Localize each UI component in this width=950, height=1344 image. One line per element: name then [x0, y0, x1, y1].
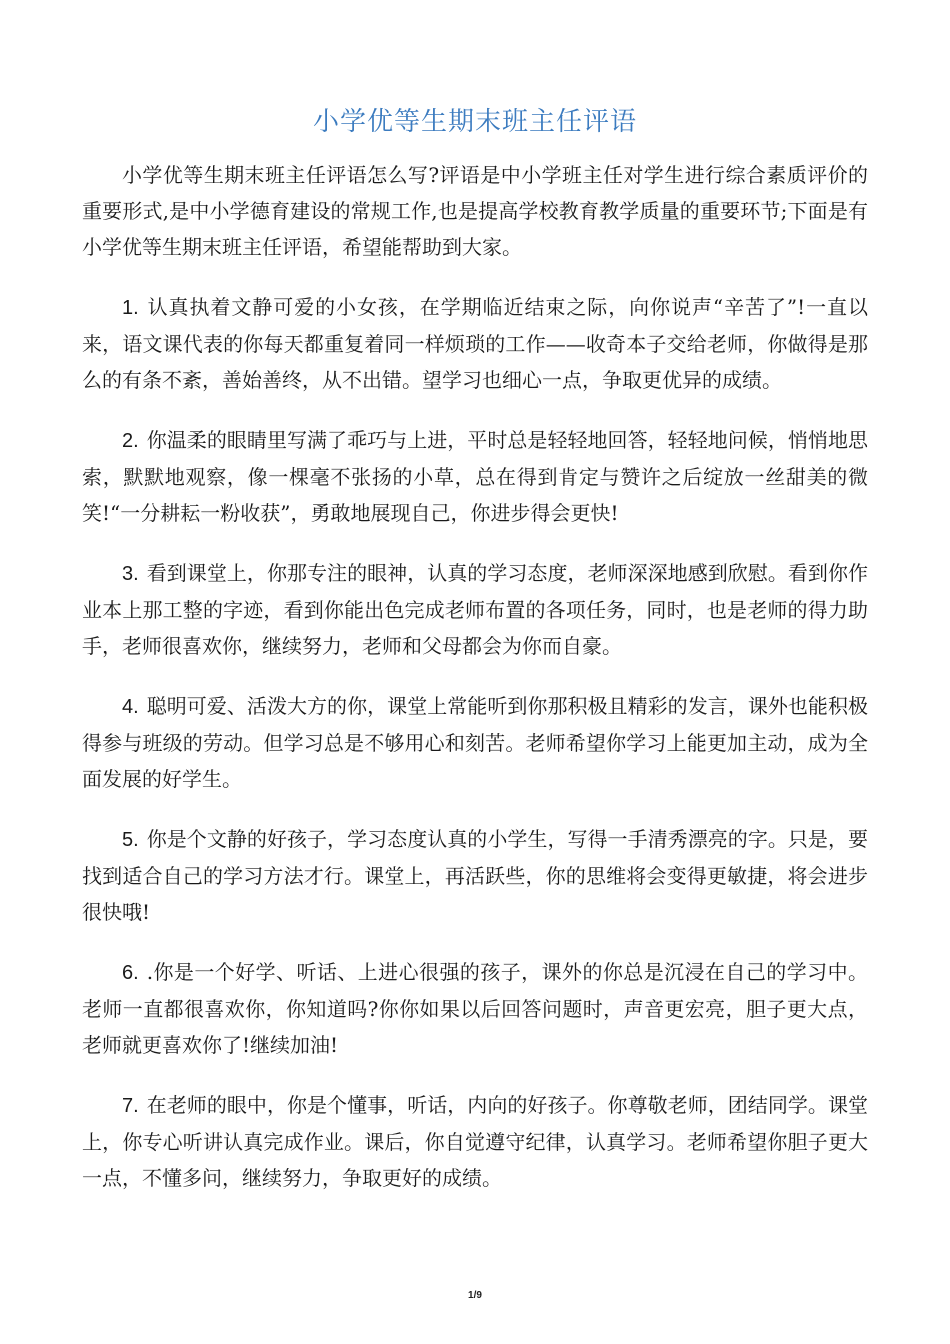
comment-text: 看到课堂上，你那专注的眼神，认真的学习态度，老师深深地感到欣慰。看到你作业本上那工整的字迹，看到你能出色完成老师布置的各项任务，同时，也是老师的得力助手，老师很喜欢你，继续努力，老师和父母都会为你而自豪。 [82, 561, 868, 658]
comment-item [82, 289, 868, 398]
comment-number: 4. [122, 696, 139, 718]
intro-paragraph: 小学优等生期末班主任评语怎么写?评语是中小学班主任对学生进行综合素质评价的重要形式,是中小学德育建设的常规工作,也是提高学校教育教学质量的重要环节;下面是有小学优等生期末班主任评语，希望能帮助到大家。 [82, 163, 868, 259]
comment-text: .你是一个好学、听话、上进心很强的孩子，课外的你总是沉浸在自己的学习中。老师一直都很喜欢你，你知道吗?你你如果以后回答问题时，声音更宏亮，胆子更大点，老师就更喜欢你了!继续加油! [82, 960, 868, 1057]
comment-item [82, 688, 868, 797]
comment-text: 在老师的眼中，你是个懂事，听话，内向的好孩子。你尊敬老师，团结同学。课堂上，你专心听讲认真完成作业。课后，你自觉遵守纪律，认真学习。老师希望你胆子更大一点，不懂多问，继续努力，争取更好的成绩。 [82, 1093, 868, 1190]
page-number: 1/9 [468, 1290, 482, 1301]
comment-item [82, 422, 868, 531]
comment-item [82, 1087, 868, 1196]
comment-text: 聪明可爱、活泼大方的你，课堂上常能听到你那积极且精彩的发言，课外也能积极得参与班级的劳动。但学习总是不够用心和刻苦。老师希望你学习上能更加主动，成为全面发展的好学生。 [82, 694, 868, 791]
comment-number: 5. [122, 829, 139, 851]
comment-number: 7. [122, 1095, 139, 1117]
comment-number: 2. [122, 430, 139, 452]
document-body [82, 157, 868, 1220]
comment-number: 3. [122, 563, 139, 585]
comment-item [82, 954, 868, 1063]
comment-text: 认真执着文静可爱的小女孩，在学期临近结束之际，向你说声“辛苦了”!一直以来，语文课代表的你每天都重复着同一样烦琐的工作——收奇本子交给老师，你做得是那么的有条不紊，善始善终，从不出错。望学习也细心一点，争取更优异的成绩。 [82, 295, 868, 392]
comment-number: 6. [122, 962, 139, 984]
comment-text: 你温柔的眼睛里写满了乖巧与上进，平时总是轻轻地回答，轻轻地问候，悄悄地思索，默默地观察，像一棵毫不张扬的小草，总在得到肯定与赞许之后绽放一丝甜美的微笑!“一分耕耘一粉收获”，勇敢地展现自己，你进步得会更快! [82, 428, 868, 525]
comment-number: 1. [122, 297, 139, 319]
page-title: 小学优等生期末班主任评语 [312, 107, 637, 137]
comment-text: 你是个文静的好孩子，学习态度认真的小学生，写得一手清秀漂亮的字。只是，要找到适合自己的学习方法才行。课堂上，再活跃些，你的思维将会变得更敏捷，将会进步很快哦! [82, 827, 868, 924]
comment-item [82, 821, 868, 930]
comment-item [82, 555, 868, 664]
